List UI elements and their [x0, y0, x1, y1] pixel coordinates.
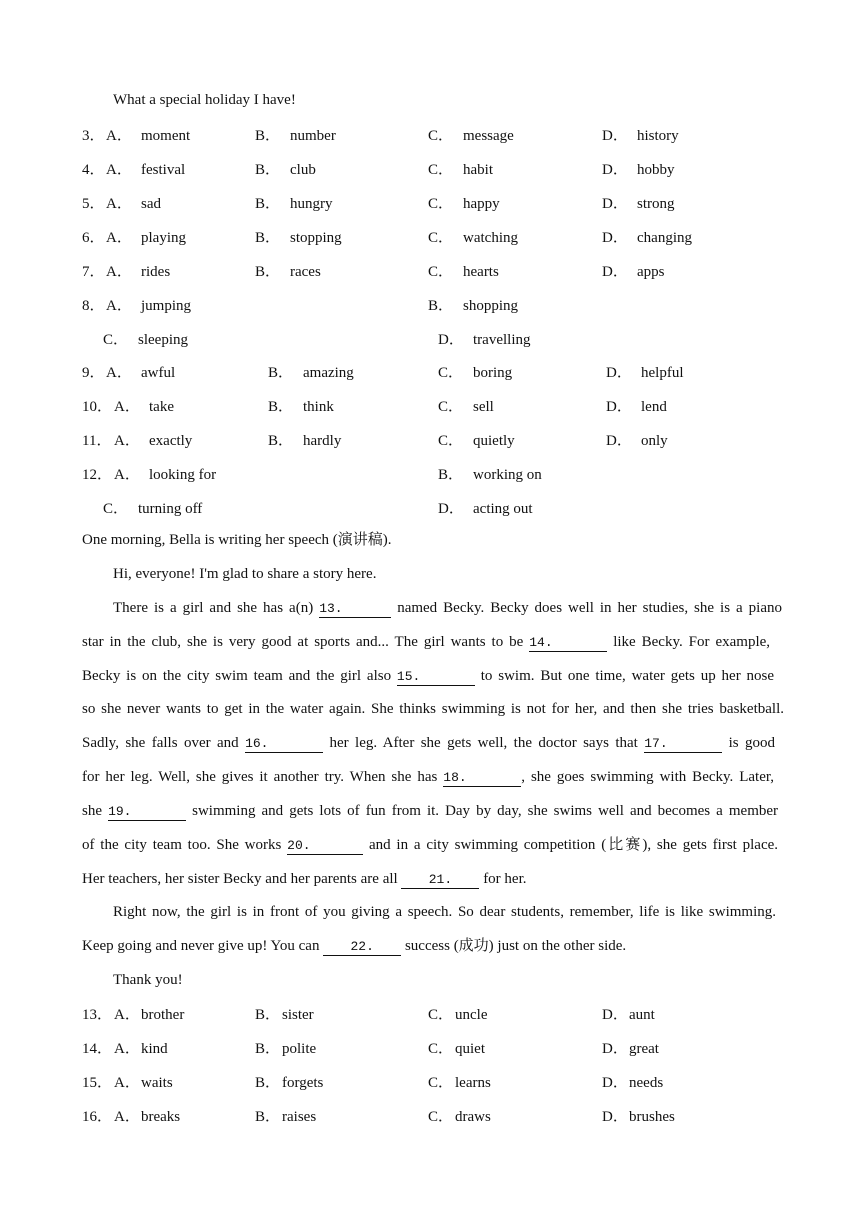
question-number: 3． — [82, 128, 105, 144]
passage-intro: One morning, Bella is writing her speech (演讲稿). — [82, 532, 392, 548]
option-a: A． playing — [106, 230, 186, 246]
option-b: B． think — [268, 399, 334, 415]
blank-17: 17. — [644, 736, 722, 753]
option-a: A．waits — [114, 1075, 173, 1091]
blank-20: 20. — [287, 838, 363, 855]
option-b: B． races — [255, 264, 321, 280]
question-row — [0, 395, 860, 415]
option-d: D． changing — [602, 230, 692, 246]
blank-14: 14. — [529, 635, 607, 652]
blank-18: 18. — [443, 770, 521, 787]
question-number: 16． — [82, 1109, 113, 1125]
question-number: 10． — [82, 399, 113, 415]
blank-21: 21. — [401, 872, 479, 889]
blank-16: 16. — [245, 736, 323, 753]
passage-line: Keep going and never give up! You can 22. success (成功) just on the other side. — [82, 938, 627, 954]
option-a: A． awful — [106, 365, 176, 381]
question-row — [0, 1105, 860, 1125]
option-a: A．breaks — [114, 1109, 181, 1125]
question-number: 11． — [82, 433, 112, 449]
question-row — [0, 463, 860, 517]
option-d: D． history — [602, 128, 679, 144]
option-d: D． acting out — [438, 501, 533, 517]
option-a: A． sad — [106, 196, 161, 212]
question-row — [0, 361, 860, 381]
option-c: C． watching — [428, 230, 518, 246]
option-d: D． apps — [602, 264, 665, 280]
question-row — [0, 429, 860, 449]
option-b: B． club — [255, 162, 316, 178]
passage-line: she 19. swimming and gets lots of fun from it. Day by day, she swims well and becomes a member — [82, 803, 779, 819]
option-d: D．needs — [602, 1075, 664, 1091]
option-d: D． helpful — [606, 365, 684, 381]
question-number: 14． — [82, 1041, 113, 1057]
option-b: B． raises — [255, 1109, 317, 1125]
passage-line: of the city team too. She works 20. and in a city swimming competition (比赛), she gets first place. — [82, 837, 779, 853]
option-c: C． message — [428, 128, 514, 144]
option-a: A． take — [114, 399, 174, 415]
passage-line: There is a girl and she has a(n) 13. named Becky. Becky does well in her studies, she is a piano — [113, 600, 783, 616]
option-a: A． looking for — [114, 467, 217, 483]
option-d: D． hobby — [602, 162, 675, 178]
passage-line: for her leg. Well, she gives it another try. When she has 18. , she goes swimming with Becky. Later, — [82, 769, 775, 785]
passage-line: Her teachers, her sister Becky and her parents are all 21. for her. — [82, 871, 527, 887]
option-d: D．brushes — [602, 1109, 675, 1125]
question-number: 8． — [82, 298, 105, 314]
option-b: B． forgets — [255, 1075, 324, 1091]
option-c: C． happy — [428, 196, 500, 212]
option-c: C． sell — [438, 399, 494, 415]
passage-line: Becky is on the city swim team and the girl also 15. to swim. But one time, water gets up her nose — [82, 668, 775, 684]
option-d: D． lend — [606, 399, 667, 415]
passage-line: What a special holiday I have! — [113, 92, 296, 108]
option-b: B． amazing — [268, 365, 354, 381]
option-c: C． quietly — [438, 433, 515, 449]
question-row — [0, 226, 860, 246]
option-b: B． hardly — [268, 433, 342, 449]
blank-15: 15. — [397, 669, 475, 686]
option-d: D．aunt — [602, 1007, 655, 1023]
option-b: B． sister — [255, 1007, 314, 1023]
option-a: A． exactly — [114, 433, 193, 449]
passage-line: Sadly, she falls over and 16. her leg. After she gets well, the doctor says that 17. is good — [82, 735, 776, 751]
question-row — [0, 124, 860, 144]
option-c: C． draws — [428, 1109, 491, 1125]
question-row — [0, 192, 860, 212]
passage-thanks: Thank you! — [113, 972, 183, 988]
option-b: B． hungry — [255, 196, 333, 212]
option-d: D． strong — [602, 196, 675, 212]
question-number: 5． — [82, 196, 105, 212]
option-b: B． number — [255, 128, 336, 144]
question-row — [0, 1037, 860, 1057]
option-a: A． jumping — [106, 298, 192, 314]
option-c: C． hearts — [428, 264, 499, 280]
option-c: C． learns — [428, 1075, 491, 1091]
option-a: A． rides — [106, 264, 171, 280]
option-d: D．great — [602, 1041, 659, 1057]
option-d: D． only — [606, 433, 668, 449]
passage-line: Right now, the girl is in front of you giving a speech. So dear students, remember, life is like swimming. — [113, 904, 776, 920]
option-b: B． stopping — [255, 230, 342, 246]
question-number: 13． — [82, 1007, 113, 1023]
option-c: C． habit — [428, 162, 493, 178]
blank-13: 13. — [319, 601, 391, 618]
option-b: B． shopping — [428, 298, 519, 314]
option-c: C． turning off — [103, 501, 203, 517]
option-c: C． sleeping — [103, 332, 188, 348]
option-d: D． travelling — [438, 332, 531, 348]
question-number: 6． — [82, 230, 105, 246]
passage-greeting: Hi, everyone! I'm glad to share a story here. — [113, 566, 377, 582]
option-c: C． boring — [438, 365, 513, 381]
question-number: 7． — [82, 264, 105, 280]
option-b: B． polite — [255, 1041, 317, 1057]
option-b: B． working on — [438, 467, 542, 483]
option-a: A． festival — [106, 162, 186, 178]
option-a: A． moment — [106, 128, 191, 144]
option-c: C． uncle — [428, 1007, 488, 1023]
question-row — [0, 294, 860, 348]
blank-19: 19. — [108, 804, 186, 821]
question-row — [0, 158, 860, 178]
option-a: A．kind — [114, 1041, 168, 1057]
question-number: 15． — [82, 1075, 113, 1091]
question-number: 12． — [82, 467, 113, 483]
question-row — [0, 260, 860, 280]
option-a: A．brother — [114, 1007, 185, 1023]
question-row — [0, 1071, 860, 1091]
question-row — [0, 1003, 860, 1023]
question-number: 9． — [82, 365, 105, 381]
passage-line: so she never wants to get in the water again. She thinks swimming is not for her, and then she tries basketball. — [82, 701, 784, 717]
blank-22: 22. — [323, 939, 401, 956]
passage-line: star in the club, she is very good at sports and... The girl wants to be 14. like Becky. For example, — [82, 634, 771, 650]
option-c: C． quiet — [428, 1041, 485, 1057]
question-number: 4． — [82, 162, 105, 178]
